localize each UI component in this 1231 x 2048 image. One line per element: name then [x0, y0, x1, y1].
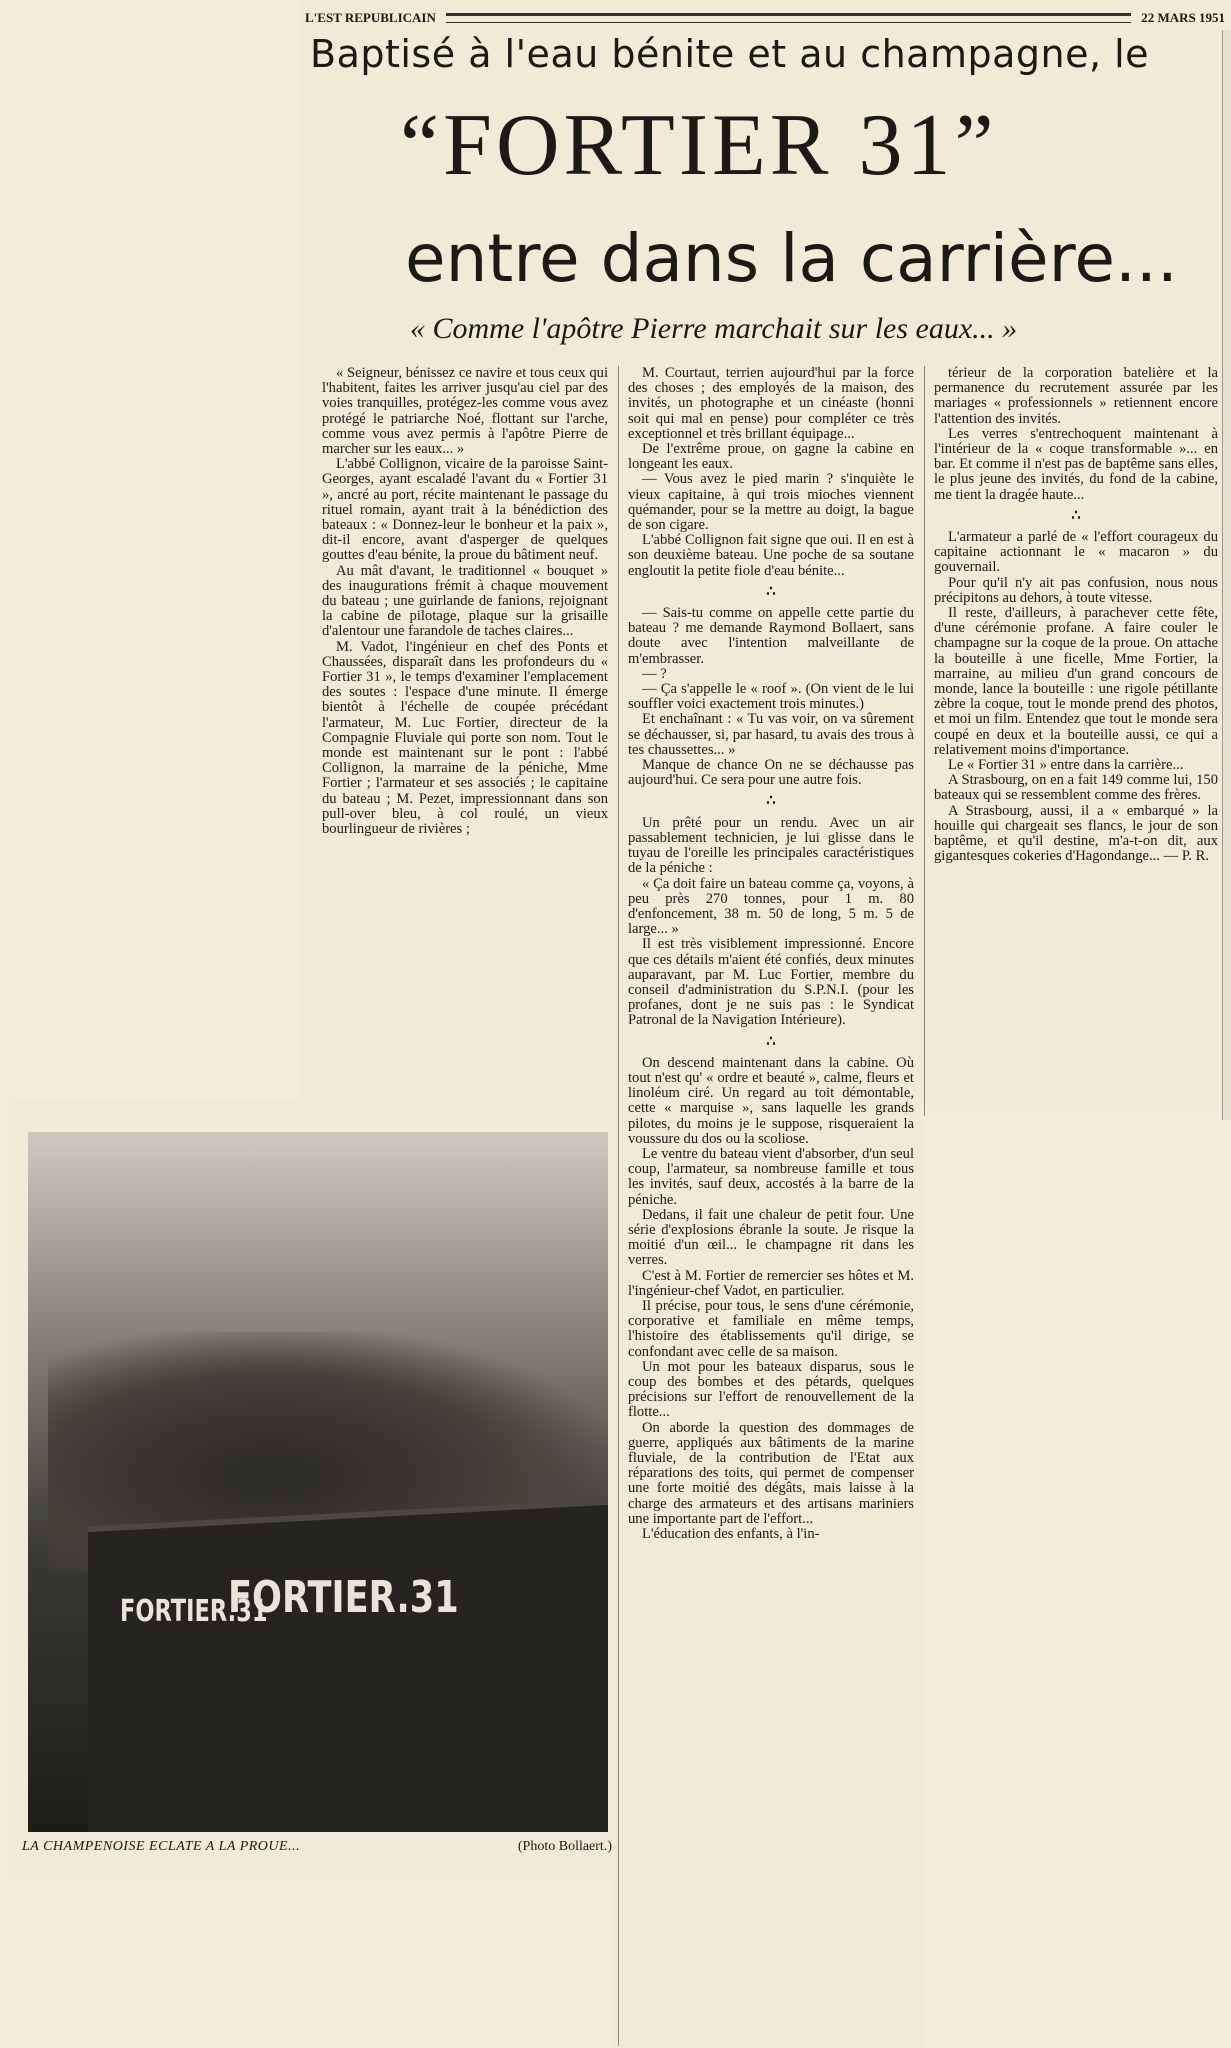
paragraph: A Strasbourg, on en a fait 149 comme lui, 150 bateaux qui se ressemblent comme des frères. — [934, 772, 1218, 804]
article-column-2 — [628, 366, 914, 2046]
paragraph: Il reste, d'ailleurs, à parachever cette fête, d'une cérémonie profane. A faire couler le champagne sur la coque de la proue. On attache la bouteille à une ficelle, Mme Fortier, la marraine, au milieu d'un grand concours de monde, lance la bouteille : une rigole pétillante zèbre la coque, tout le monde prend des photos, et moi un film. Entendez que tout le monde sera coupé en deux et la bouteille aussi, ce qui a relativement moins d'importance. — [934, 605, 1218, 758]
headline-line-3: entre dans la carrière... — [405, 220, 1178, 297]
section-separator: ∴ — [766, 1033, 776, 1050]
paragraph: térieur de la corporation batelière et la permanence du recrutement assurée par les mariages « professionnels » retiennent encore l'attention des invités. — [934, 366, 1218, 427]
barge-hull — [88, 1498, 608, 1832]
paragraph: « Ça doit faire un bateau comme ça, voyons, à peu près 270 tonnes, pour 1 m. 80 d'enfoncement, 38 m. 50 de long, 5 m. 5 de large... » — [628, 875, 914, 938]
masthead-paper: L'EST REPUBLICAIN — [305, 10, 436, 25]
paragraph: Les verres s'entrechoquent maintenant à l'intérieur de la « coque transformable »... en bar. Et comme il n'est pas de baptême sans elles, le plus jeune des invités, du fond de la cabine, me tient la dragée haute... — [934, 425, 1218, 503]
paragraph: L'abbé Collignon fait signe que oui. Il en est à son deuxième bateau. Une poche de sa soutane engloutit la petite fiole d'eau bénite... — [628, 532, 914, 579]
hull-lettering-side: FORTIER.31 — [120, 1594, 268, 1629]
section-separator: ∴ — [1071, 507, 1081, 524]
paragraph: — ? — [642, 665, 667, 682]
paragraph: Il est très visiblement impressionné. Encore que ces détails m'aient été confiés, deux minutes auparavant, par M. Luc Fortier, membre du conseil d'administration du S.P.N.I. (pour les profanes, dont je ne suis pas : le Syndicat Patronal de la Navigation Intérieure). — [628, 936, 914, 1029]
section-separator: ∴ — [766, 793, 776, 810]
paragraph: — Sais-tu comme on appelle cette partie du bateau ? me demande Raymond Bollaert, sans doute avec l'intention malveillante de m'embrasser. — [628, 605, 914, 667]
headline-line-1: Baptisé à l'eau bénite et au champagne, le — [310, 32, 1150, 76]
article-column-3 — [934, 366, 1218, 1118]
paragraph: C'est à M. Fortier de remercier ses hôtes et M. l'ingénieur-chef Vadot, en particulier. — [628, 1267, 914, 1299]
paragraph: On descend maintenant dans la cabine. Où tout n'est qu' « ordre et beauté », calme, fleurs et linoléum ciré. Un regard au toit démontable, cette « marquise », sans laquelle les grands pilotes, du moins je le suppose, risqueraient la voussure du dos ou la scoliose. — [628, 1054, 914, 1147]
paragraph: « Seigneur, bénissez ce navire et tous ceux qui l'habitent, faites les arriver jusqu'au ciel par des voies tranquilles, protégez-les comme vous avez protégé le patriarche Noé, flottant sur l'arche, comme vous avez permis à l'apôtre Pierre de marcher sur les eaux... » — [322, 366, 608, 458]
masthead-rule — [446, 13, 1131, 23]
paragraph: Dedans, il fait une chaleur de petit four. Une série d'explosions ébranle la soute. Je risque la moitié d'un œil... le champagne rit dans les verres. — [628, 1206, 914, 1269]
paragraph: L'éducation des enfants, à l'in- — [642, 1526, 820, 1543]
paragraph: Pour qu'il n'y ait pas confusion, nous nous précipitons au dehors, à toute vitesse. — [934, 574, 1218, 606]
hull-lettering: FORTIER.31 — [228, 1572, 459, 1623]
headline-line-2: “FORTIER 31” — [400, 97, 998, 194]
paragraph: On aborde la question des dommages de guerre, appliqués aux bâtiments de la marine fluviale, de la contribution de l'Etat aux réparations des toits, qui permet de compenser une forte moitié des dégâts, mais laisse à la charge des armateurs et des artisans mariniers une importante part de l'effort... — [628, 1419, 914, 1527]
paragraph: L'abbé Collignon, vicaire de la paroisse Saint-Georges, ayant escaladé l'avant du « Fortier 31 », ancré au port, récite maintenant le passage du rituel romain, ayant trait à la bénédiction des bateaux : « Donnez-leur le bonheur et la paix », dit-il encore, avant d'asperger de quelques gouttes d'eau bénite, la proue du bâtiment neuf. — [322, 456, 608, 564]
paragraph: Un prêté pour un rendu. Avec un air passablement technicien, je lui glisse dans le tuyau de l'oreille les principales caractéristiques de la péniche : — [628, 814, 914, 877]
paragraph: Le ventre du bateau vient d'absorber, d'un seul coup, l'armateur, sa nombreuse famille et tous les invités, sauf deux, accostés à la barre de la péniche. — [628, 1145, 914, 1208]
article-column-1 — [322, 366, 608, 1111]
photo-caption — [22, 1836, 612, 1858]
masthead — [305, 8, 1225, 28]
paragraph: Manque de chance On ne se déchausse pas aujourd'hui. Ce sera pour une autre fois. — [628, 757, 914, 789]
paragraph: L'armateur a parlé de « l'effort courageux du capitaine actionnant le « macaron » du gouvernail. — [934, 529, 1218, 576]
paragraph: Un mot pour les bateaux disparus, sous le coup des bombes et des pétards, quelques précisions sur l'effort de renouvellement de la flotte... — [628, 1358, 914, 1421]
paragraph: A Strasbourg, aussi, il a « embarqué » la houille qui chargeait ses flancs, le jour de son baptême, et qu'il destine, m'a-t-on dit, aux gigantesques cokeries d'Hagondange... — P. R. — [934, 802, 1218, 865]
paragraph: Et enchaînant : « Tu vas voir, on va sûrement se déchausser, si, par hasard, tu avais des trous à tes chaussettes... » — [628, 711, 914, 758]
subheadline: « Comme l'apôtre Pierre marchait sur les eaux... » — [410, 312, 1018, 345]
paragraph: Il précise, pour tous, le sens d'une cérémonie, corporative et familiale en même temps, l'histoire des établissements qu'il dirige, se confondant avec celle de sa maison. — [628, 1297, 914, 1360]
paragraph: Le « Fortier 31 » entre dans la carrière... — [948, 757, 1184, 774]
paragraph: — Ça s'appelle le « roof ». (On vient de le lui souffler voici exactement trois minutes.) — [628, 681, 914, 713]
adjacent-page-edge — [1222, 30, 1231, 1120]
barge-photo — [28, 1132, 608, 1832]
paragraph: — Vous avez le pied marin ? s'inquiète le vieux capitaine, à qui trois mioches viennent quémander, pour se la mettre au doigt, la bague de son cigare. — [628, 471, 914, 534]
paragraph: De l'extrême proue, on gagne la cabine en longeant les eaux. — [628, 441, 914, 473]
caption-text: LA CHAMPENOISE ECLATE A LA PROUE... — [22, 1839, 301, 1854]
paragraph: Au mât d'avant, le traditionnel « bouquet » des inaugurations frémit à chaque mouvement du bateau ; une guirlande de fanions, rejoignant la cabine de pilotage, plaque sur la grisaille d'alentour une farandole de taches claires... — [322, 562, 608, 640]
column-divider — [618, 366, 619, 2046]
column-divider — [924, 366, 925, 1116]
paragraph: M. Vadot, l'ingénieur en chef des Ponts et Chaussées, disparaît dans les profondeurs du « Fortier 31 », le temps d'examiner l'emplacement des soutes : l'espace d'une minute. Il émerge bientôt à l'échelle de coupée précédant l'armateur, M. Luc Fortier, directeur de la Compagnie Fluviale qui porte son nom. Tout le monde est maintenant sur le pont : l'abbé Collignon, la marraine de la péniche, Mme Fortier ; l'armateur et ses associés ; le capitaine du bateau ; M. Pezet, impressionnant dans son pull-over bleu, à col roulé, un vieux bourlingueur de rivières ; — [322, 638, 608, 838]
masthead-date: 22 MARS 1951 — [1141, 10, 1225, 25]
photo-credit: (Photo Bollaert.) — [517, 1839, 612, 1854]
section-separator: ∴ — [766, 583, 776, 600]
paragraph: M. Courtaut, terrien aujourd'hui par la force des choses ; des employés de la maison, des invités, un photographe et un cinéaste (honni soit qui mal en pense) pour compléter ce très exceptionnel et très brillant équipage... — [628, 366, 914, 442]
